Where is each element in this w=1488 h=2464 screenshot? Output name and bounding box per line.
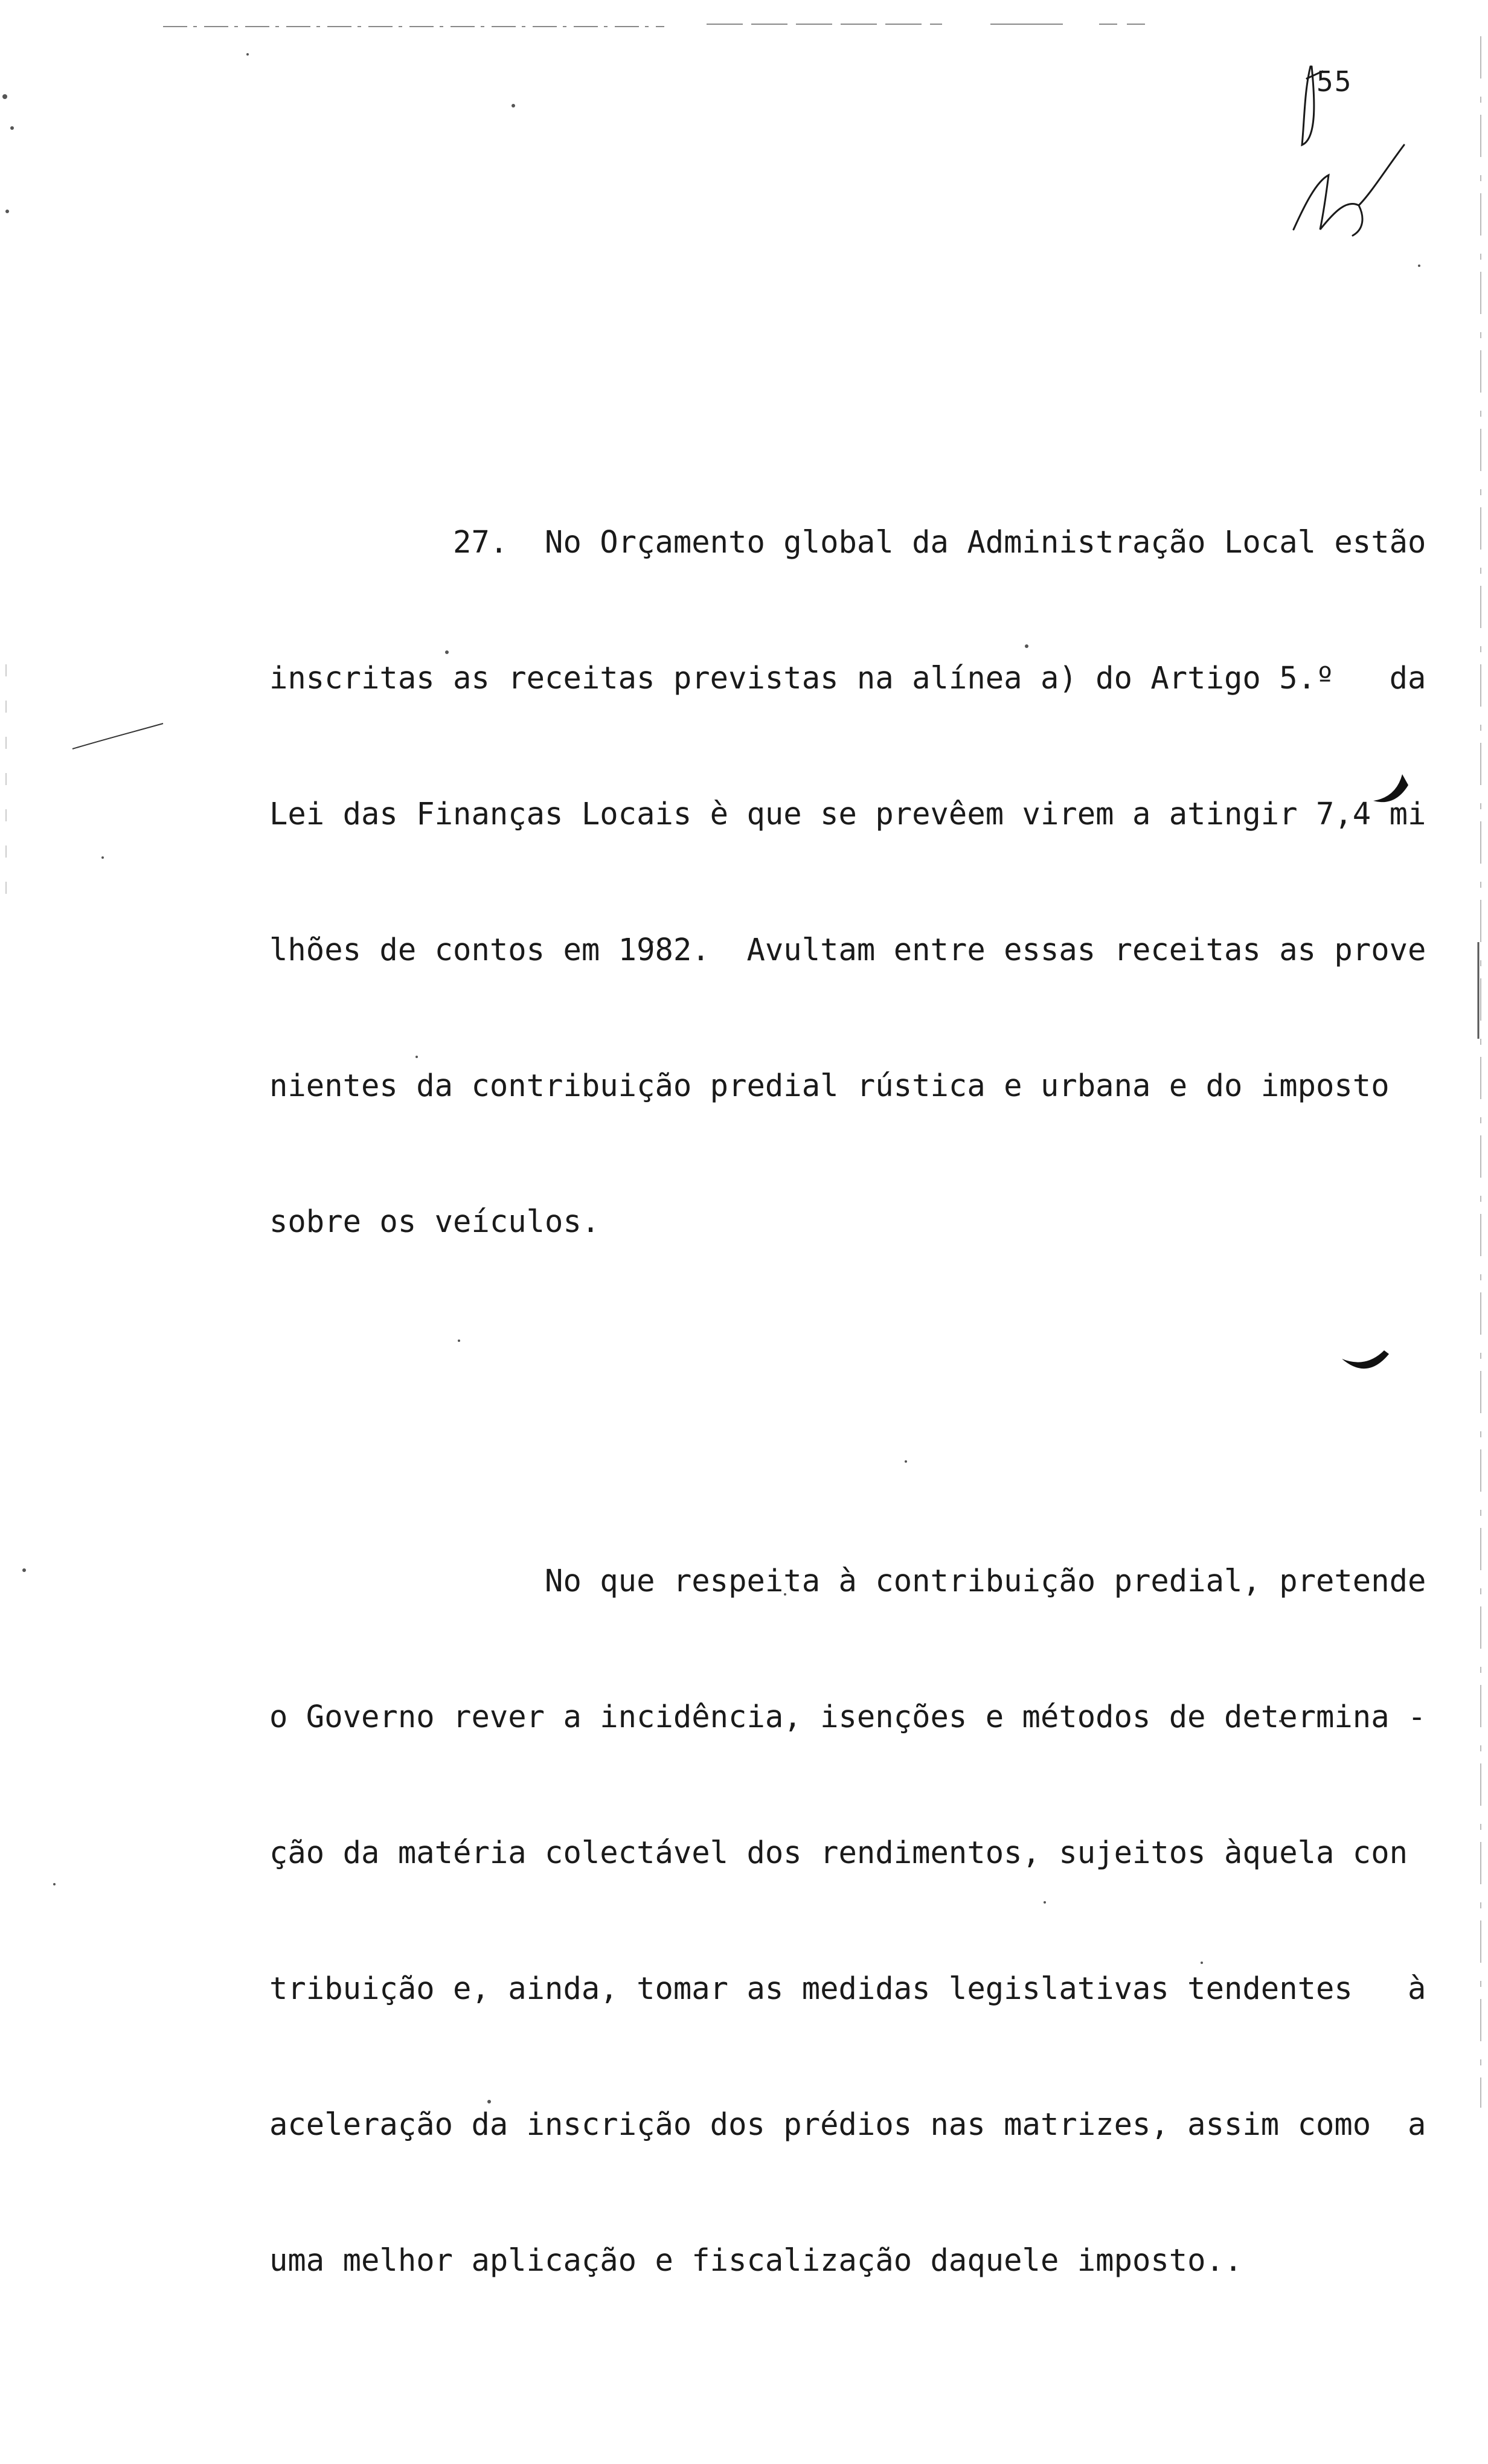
text-line: tribuição e, ainda, tomar as medidas legislativas tendentes à [269, 1971, 1426, 2006]
text-line: sobre os veículos. [269, 1204, 600, 1239]
handwritten-signature [1280, 54, 1437, 260]
paragraph-contribuicao-predial [269, 1468, 1426, 2373]
text-line: 27. No Orçamento global da Administração Local estão [269, 524, 1426, 560]
text-line: o Governo rever a incidência, isenções e métodos de determina - [269, 1699, 1426, 1734]
body-text [269, 338, 1426, 2464]
text-line: lhões de contos em 1982. Avultam entre essas receitas as prove [269, 932, 1426, 967]
text-line: Lei das Finanças Locais è que se prevêem virem a atingir 7,4 mi [269, 796, 1426, 832]
text-line: ção da matéria colectável dos rendimentos, sujeitos àquela con [269, 1835, 1408, 1870]
text-line: nientes da contribuição predial rústica e urbana e do imposto [269, 1068, 1390, 1103]
text-line: aceleração da inscrição dos prédios nas matrizes, assim como a [269, 2106, 1426, 2142]
paragraph-27 [269, 429, 1426, 1335]
text-line: No que respeita à contribuição predial, pretende [269, 1563, 1426, 1599]
text-line: inscritas as receitas previstas na alínea a) do Artigo 5.º da [269, 660, 1426, 696]
page-number: 55 [1316, 65, 1353, 98]
text-line: uma melhor aplicação e fiscalização daquele imposto.. [269, 2242, 1243, 2278]
